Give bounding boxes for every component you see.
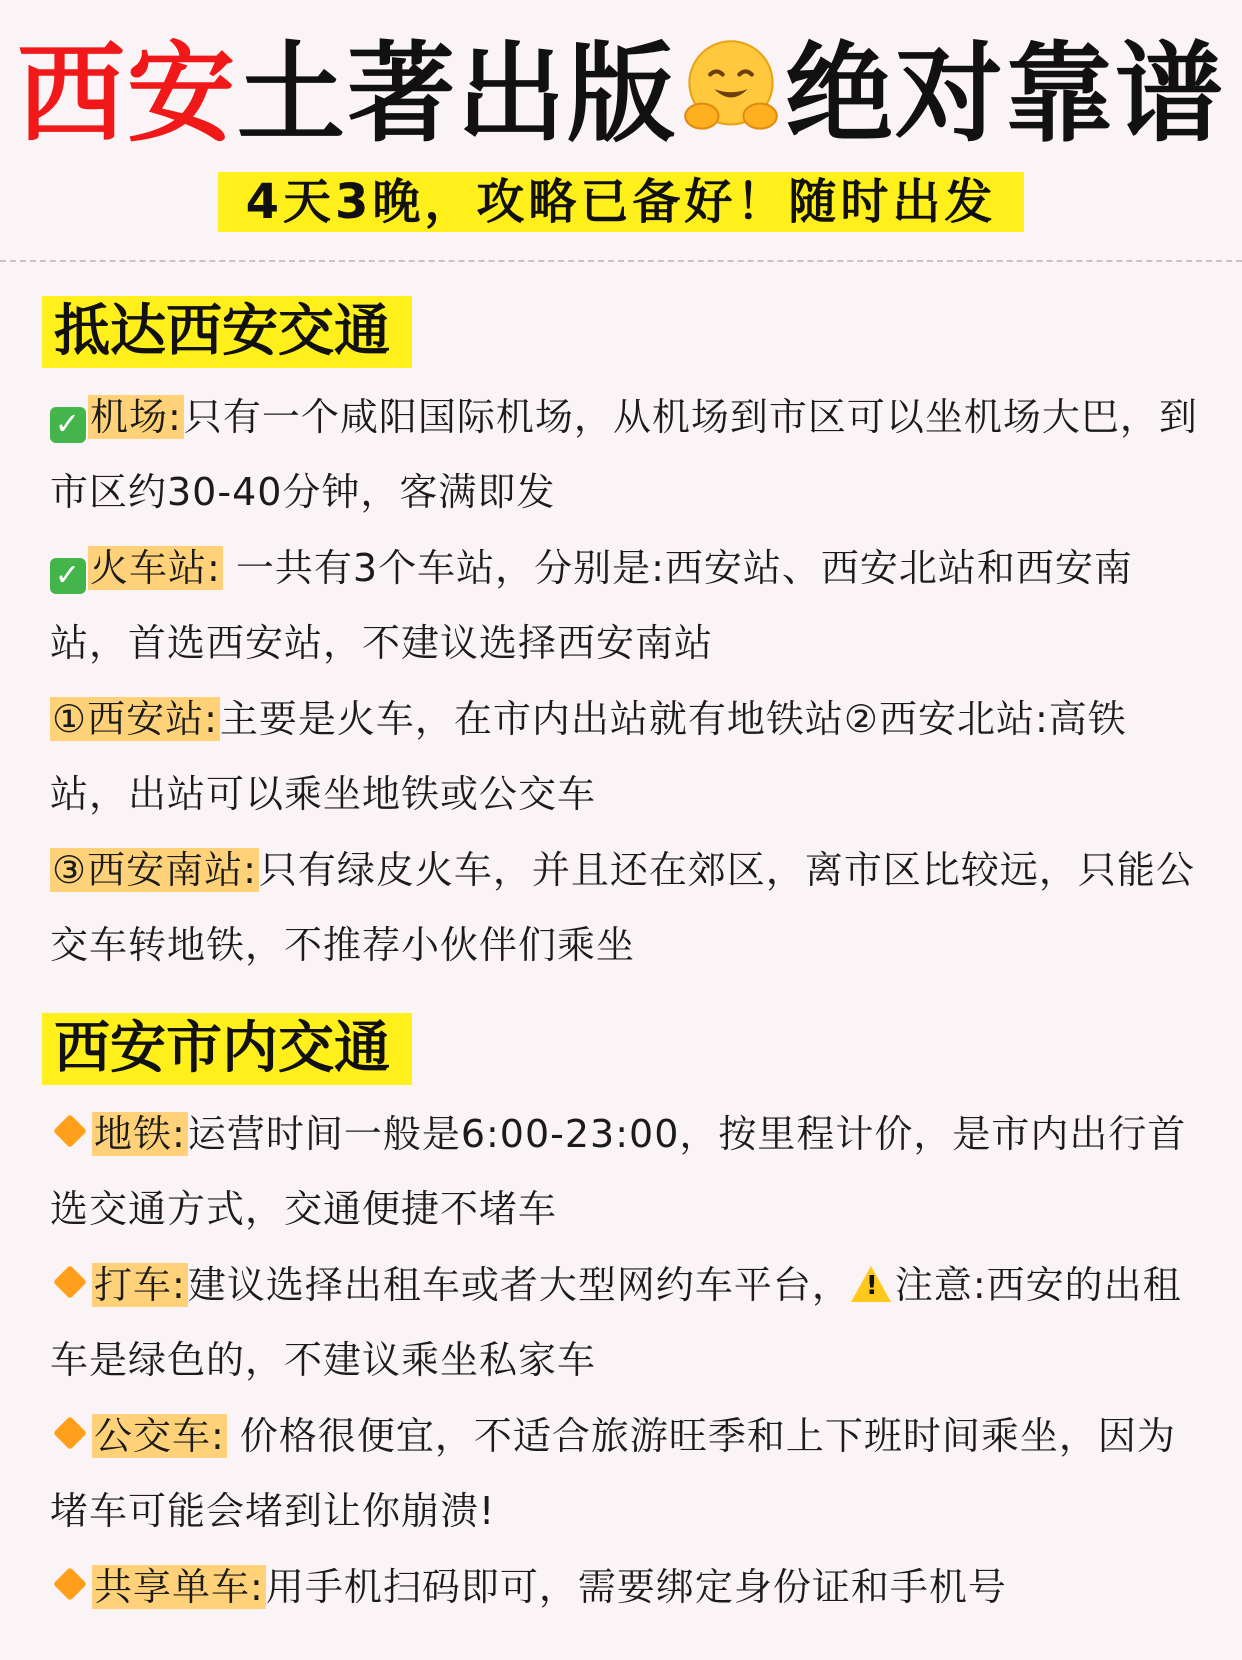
item-label: 共享单车: [94, 1565, 264, 1609]
item-label: ①西安站: [52, 697, 218, 741]
item-label: ③西安南站: [52, 848, 257, 892]
item-text: 一共有3个车站，分别是:西安站、西安北站和西安南站，首选西安站，不建议选择西安南站 [50, 546, 1133, 665]
check-mark-icon: ✓ [50, 558, 86, 594]
check-mark-icon: ✓ [50, 407, 86, 443]
list-item [50, 531, 1200, 681]
warning-icon [851, 1266, 891, 1302]
title-part-2: 绝对靠谱 [785, 32, 1226, 157]
orange-diamond-icon [53, 1416, 87, 1450]
item-label: 火车站: [90, 546, 221, 590]
list-item [50, 380, 1200, 530]
item-text: 主要是火车，在市内出站就有地铁站②西安北站:高铁站，出站可以乘坐地铁或公交车 [50, 697, 1127, 816]
subtitle: 4天3晚，攻略已备好！随时出发 [218, 172, 1025, 232]
section-heading-city: 西安市内交通 [42, 1013, 412, 1085]
list-item [50, 1550, 1200, 1625]
item-text: 只有一个咸阳国际机场，从机场到市区可以坐机场大巴，到市区约30-40分钟，客满即发 [50, 395, 1198, 514]
item-label: 机场: [90, 395, 182, 439]
item-label: 公交车: [94, 1414, 225, 1458]
orange-diamond-icon [53, 1265, 87, 1299]
list-item [50, 1399, 1200, 1549]
item-text: 用手机扫码即可，需要绑定身份证和手机号 [265, 1565, 1007, 1609]
orange-diamond-icon [53, 1567, 87, 1601]
list-item [50, 1248, 1200, 1398]
list-item [50, 682, 1200, 832]
item-text: 运营时间一般是6:00-23:00，按里程计价，是市内出行首选交通方式，交通便捷不堵车 [50, 1112, 1187, 1231]
item-text: 只有绿皮火车，并且还在郊区，离市区比较远，只能公交车转地铁，不推荐小伙伴们乘坐 [50, 848, 1195, 967]
list-item [50, 833, 1200, 983]
item-text: 价格很便宜，不适合旅游旺季和上下班时间乘坐，因为堵车可能会堵到让你崩溃! [50, 1414, 1176, 1533]
list-item [50, 1097, 1200, 1247]
divider [0, 260, 1242, 262]
hugging-face-icon [679, 35, 783, 139]
title-city: 西安 [16, 32, 237, 157]
item-text: 建议选择出租车或者大型网约车平台， [187, 1263, 851, 1307]
page-title [0, 30, 1242, 160]
title-part-1: 土著出版 [236, 32, 677, 157]
item-text-2: 注意:西安的出租车是绿色的，不建议乘坐私家车 [50, 1263, 1182, 1382]
section-heading-arrival: 抵达西安交通 [42, 296, 412, 368]
item-label: 打车: [94, 1263, 186, 1307]
item-label: 地铁: [94, 1112, 186, 1156]
orange-diamond-icon [53, 1114, 87, 1148]
